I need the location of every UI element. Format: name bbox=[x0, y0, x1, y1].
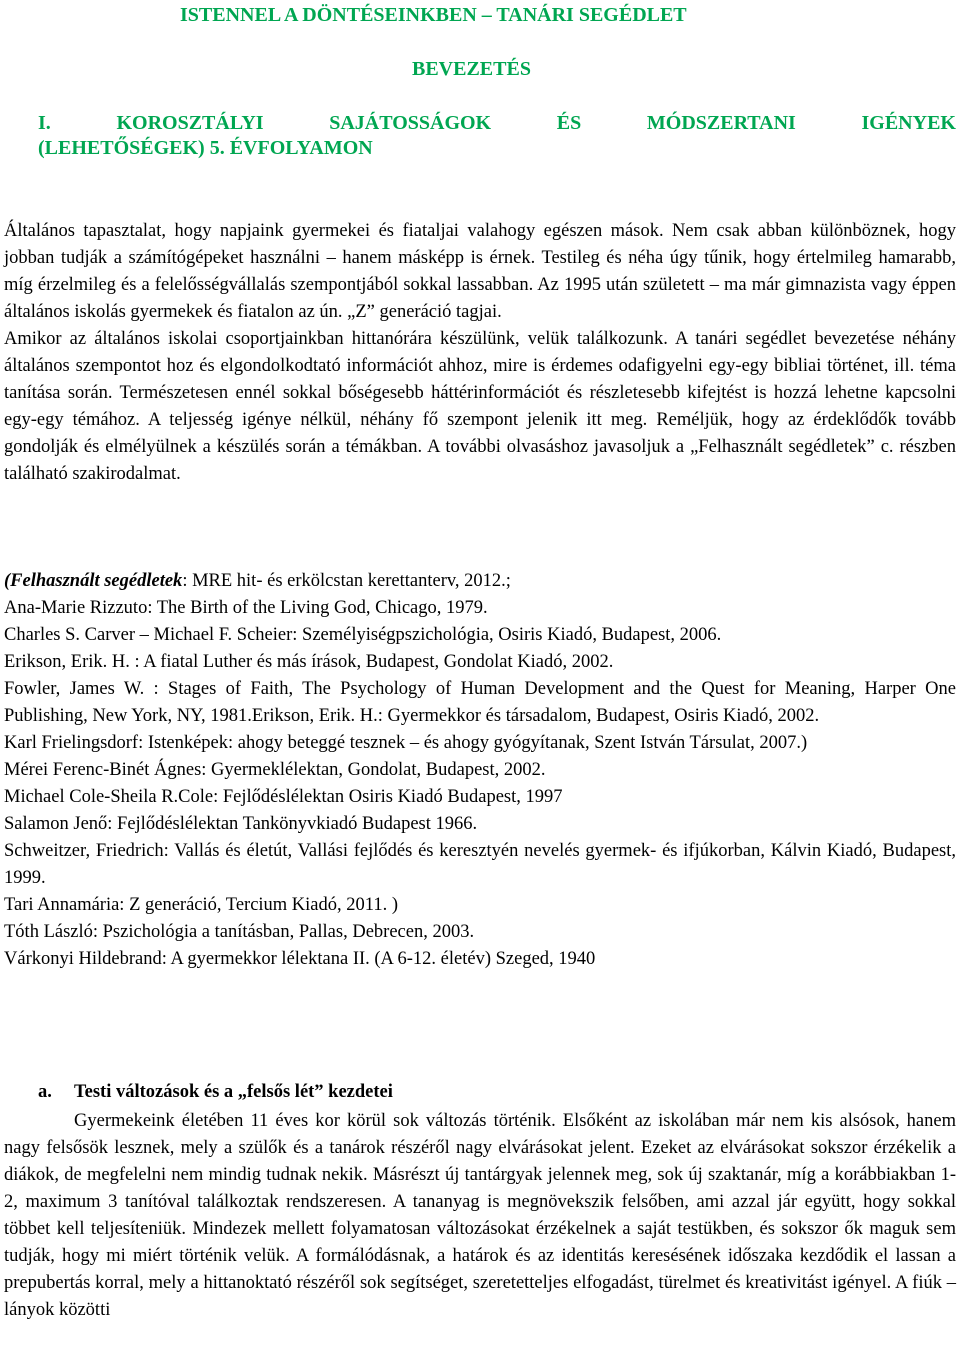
reference-item: Salamon Jenő: Fejlődéslélektan Tankönyvkiadó Budapest 1966. bbox=[4, 814, 478, 834]
subsection-text bbox=[4, 1108, 956, 1324]
subsection-title: Testi változások és a „felsős lét” kezdetei bbox=[74, 1082, 393, 1102]
section-word: ÉS bbox=[556, 112, 582, 134]
reference-item: Mérei Ferenc-Binét Ágnes: Gyermeklélektan, Gondolat, Budapest, 2002. bbox=[4, 760, 546, 780]
reference-item: Schweitzer, Friedrich: Vallás és életút, Vallási fejlődés és keresztyén nevelés gyermek- és ifjúkorban, Kálvin Kiadó, Budapest, 1999. bbox=[4, 841, 956, 888]
subsection-heading bbox=[38, 1082, 393, 1103]
reference-item: Karl Frielingsdorf: Istenképek: ahogy beteggé tesznek – és ahogy gyógyítanak, Szent István Társulat, 2007.) bbox=[4, 733, 808, 753]
subsection-number: a. bbox=[38, 1082, 52, 1102]
section-word: SAJÁTOSSÁGOK bbox=[329, 112, 492, 134]
reference-item: Várkonyi Hildebrand: A gyermekkor lélektana II. (A 6-12. életév) Szeged, 1940 bbox=[4, 949, 596, 969]
section-heading-line2: (LEHETŐSÉGEK) 5. ÉVFOLYAMON bbox=[38, 137, 373, 159]
section-heading bbox=[38, 112, 956, 160]
references-heading bbox=[4, 568, 956, 595]
document-subtitle: BEVEZETÉS bbox=[412, 58, 531, 80]
reference-item: Tóth László: Pszichológia a tanításban, Pallas, Debrecen, 2003. bbox=[4, 922, 475, 942]
section-word: MÓDSZERTANI bbox=[646, 112, 796, 134]
document-title: ISTENNEL A DÖNTÉSEINKBEN – TANÁRI SEGÉDLET bbox=[180, 4, 687, 26]
reference-item: Charles S. Carver – Michael F. Scheier: Személyiségpszichológia, Osiris Kiadó, Budapest, 2006. bbox=[4, 625, 722, 645]
section-word: IGÉNYEK bbox=[861, 112, 956, 134]
reference-item: Michael Cole-Sheila R.Cole: Fejlődéslélektan Osiris Kiadó Budapest, 1997 bbox=[4, 787, 563, 807]
section-number: I. bbox=[38, 112, 51, 134]
intro-text bbox=[4, 218, 956, 488]
intro-paragraph: Általános tapasztalat, hogy napjaink gyermekei és fiataljai valahogy egészen mások. Nem csak abban különböznek, hogy jobban tudják a számítógépeket használni – hanem másképp is érnek. Testileg és néha úgy tűnik, hogy értelmileg hamarabb, míg érzelmileg és a felelősségvállalás szempontjából sokkal lassabban. Az 1995 után született – ma már gimnazista vagy éppen általános iskolás gyermekek és fiatalon az ún. „Z” generáció tagjai. bbox=[4, 221, 956, 322]
intro-paragraph: Amikor az általános iskolai csoportjainkban hittanórára készülünk, velük találkozunk. A tanári segédlet bevezetése néhány általános szempontot hoz és elgondolkodtató információt ahhoz, mire is érdemes odafigyelni egy-egy bibliai történet, ill. téma tanítása során. Természetesen ennél sokkal bőségesebb háttérinformációt és részletesebb kifejtést is hozzá lehetne kapcsolni egy-egy témához. A teljesség igénye nélkül, néhány fő szempont jelenik itt meg. Reméljük, hogy az érdeklődők tovább gondolják és elmélyülnek a készülés során a témákban. A további olvasáshoz javasoljuk a „Felhasznált segédletek” c. részben található szakirodalmat. bbox=[4, 329, 956, 484]
subsection-paragraph: Gyermekeink életében 11 éves kor körül sok változás történik. Elsőként az iskolában már nem kis alsósok, hanem nagy felsősök lesznek, mely a szülők és a tanárok részéről nagy elvárásokat jelent. Ezeket az elvárásokat sokszor érzékelik a diákok, de megfelelni nem mindig tudnak nekik. Másrészt új tantárgyak jelennek meg, sok új szaktanár, míg a korábbiakban 1-2, maximum 3 tanítóval találkoztak rendszeresen. A tananyag is megnövekszik felsőben, ami azzal jár együtt, hogy sokkal többet kell teljesíteniük. Mindezek mellett folyamatosan változásokat érzékelnek a saját testükben, és sokszor ők maguk sem tudják, hogy mi miért történik velük. A formálódásnak, a határok és az identitás keresésének időszaka kezdődik el lassan a prepubertás korral, mely a hittanoktató részéről sok segítséget, szeretetteljes elfogadást, türelmet és kreativitást igényel. A fiúk – lányok közötti bbox=[4, 1111, 956, 1320]
section-word: KOROSZTÁLYI bbox=[116, 112, 264, 134]
reference-item: Ana-Marie Rizzuto: The Birth of the Living God, Chicago, 1979. bbox=[4, 598, 488, 618]
references-heading-label: (Felhasznált segédletek bbox=[4, 571, 183, 591]
reference-item: Tari Annamária: Z generáció, Tercium Kiadó, 2011. ) bbox=[4, 895, 398, 915]
references-list bbox=[4, 568, 956, 973]
reference-item: Erikson, Erik. H. : A fiatal Luther és más írások, Budapest, Gondolat Kiadó, 2002. bbox=[4, 652, 614, 672]
reference-item: Fowler, James W. : Stages of Faith, The Psychology of Human Development and the Quest for Meaning, Harper One Publishing, New York, NY, 1981.Erikson, Erik. H.: Gyermekkor és társadalom, Budapest, Osiris Kiadó, 2002. bbox=[4, 679, 956, 726]
references-heading-rest: : MRE hit- és erkölcstan kerettanterv, 2012.; bbox=[182, 571, 511, 591]
